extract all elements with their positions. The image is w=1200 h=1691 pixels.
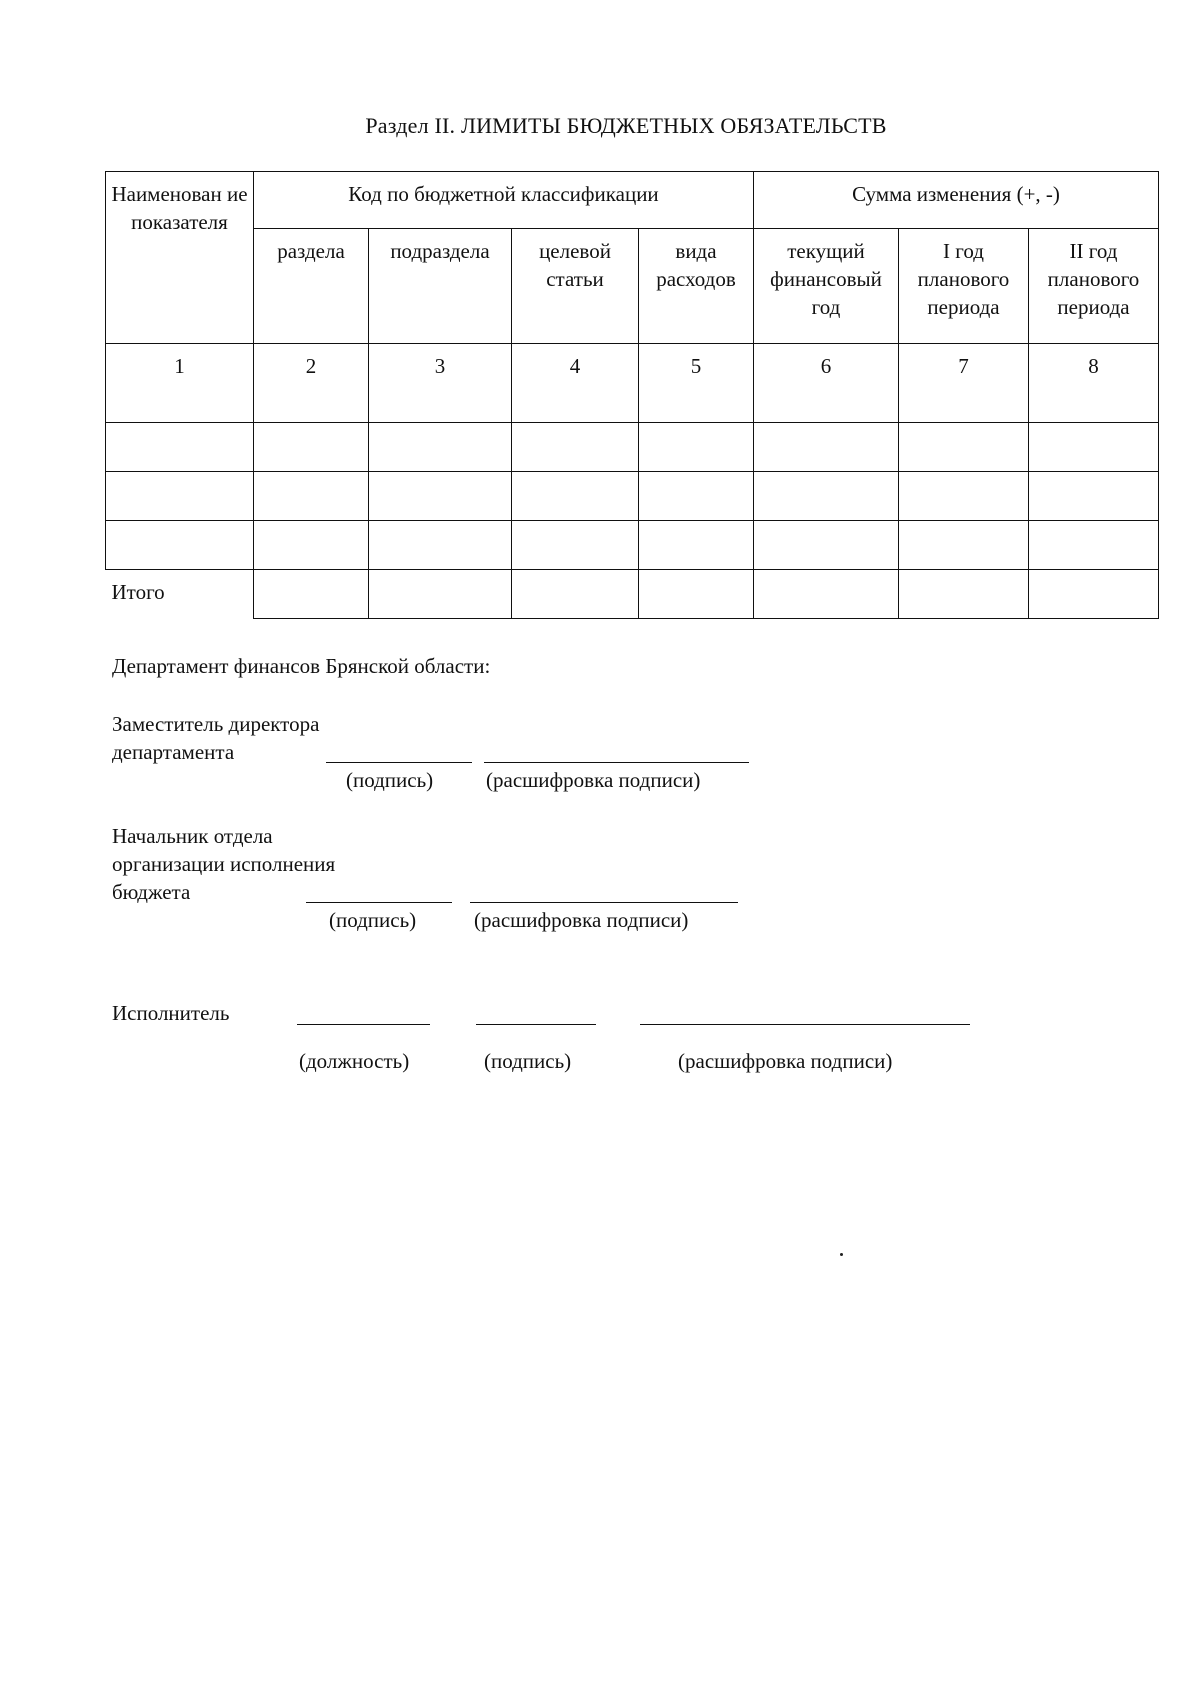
budget-limits-table <box>105 171 1159 619</box>
head-signature-line[interactable] <box>306 902 452 903</box>
table-cell[interactable] <box>899 521 1029 570</box>
deputy-title-line1: Заместитель директора <box>112 712 320 736</box>
header-subsection: подраздела <box>369 229 512 344</box>
table-row <box>106 472 1159 521</box>
table-cell[interactable] <box>369 423 512 472</box>
section-title: Раздел II. ЛИМИТЫ БЮДЖЕТНЫХ ОБЯЗАТЕЛЬСТВ <box>365 113 887 138</box>
table-cell[interactable] <box>1029 423 1159 472</box>
table-cell[interactable] <box>899 472 1029 521</box>
table-cell[interactable] <box>254 472 369 521</box>
table-cell[interactable] <box>639 521 754 570</box>
table-cell[interactable] <box>369 521 512 570</box>
header-budget-code-group: Код по бюджетной классификации <box>254 172 754 229</box>
column-number: 8 <box>1029 344 1159 423</box>
table-cell[interactable] <box>254 423 369 472</box>
head-title-line1: Начальник отдела <box>112 824 273 848</box>
header-plan-year-2: II год планового периода <box>1029 229 1159 344</box>
table-cell[interactable] <box>512 521 639 570</box>
table-cell[interactable] <box>1029 521 1159 570</box>
head-decode-caption: (расшифровка подписи) <box>474 908 689 932</box>
column-number: 6 <box>754 344 899 423</box>
table-cell[interactable] <box>754 521 899 570</box>
table-cell[interactable] <box>254 521 369 570</box>
header-section: раздела <box>254 229 369 344</box>
total-cell[interactable] <box>1029 570 1159 619</box>
deputy-signature-caption: (подпись) <box>346 768 434 792</box>
table-cell[interactable] <box>512 423 639 472</box>
department-heading: Департамент финансов Брянской области: <box>112 654 491 678</box>
table-cell[interactable] <box>899 423 1029 472</box>
column-number: 3 <box>369 344 512 423</box>
total-row <box>106 570 1159 619</box>
total-cell[interactable] <box>512 570 639 619</box>
total-label: Итого <box>111 580 165 604</box>
executor-signature-caption: (подпись) <box>484 1049 572 1073</box>
table-cell[interactable] <box>512 472 639 521</box>
total-cell[interactable] <box>754 570 899 619</box>
header-indicator-name <box>106 172 254 344</box>
column-number: 1 <box>106 344 254 423</box>
table-row <box>106 521 1159 570</box>
header-expense-type: вида расходов <box>639 229 754 344</box>
table-cell[interactable] <box>369 472 512 521</box>
column-number: 4 <box>512 344 639 423</box>
table-cell[interactable] <box>1029 472 1159 521</box>
table-cell[interactable] <box>754 423 899 472</box>
header-current-year: текущий финансовый год <box>754 229 899 344</box>
column-number: 2 <box>254 344 369 423</box>
scan-speck <box>840 1253 843 1256</box>
head-decode-line[interactable] <box>470 902 738 903</box>
header-plan-year-1: I год планового периода <box>899 229 1029 344</box>
executor-label: Исполнитель <box>112 1001 230 1025</box>
deputy-decode-line[interactable] <box>484 762 749 763</box>
executor-decode-caption: (расшифровка подписи) <box>678 1049 893 1073</box>
table-cell[interactable] <box>639 423 754 472</box>
deputy-decode-caption: (расшифровка подписи) <box>486 768 701 792</box>
header-target-article: целевой статьи <box>512 229 639 344</box>
total-cell[interactable] <box>254 570 369 619</box>
head-title-line2: организации исполнения <box>112 852 336 876</box>
executor-position-line[interactable] <box>297 1024 430 1025</box>
column-numbers-row <box>106 344 1159 423</box>
total-cell[interactable] <box>639 570 754 619</box>
head-signature-caption: (подпись) <box>329 908 417 932</box>
executor-decode-line[interactable] <box>640 1024 970 1025</box>
header-indicator-name-text: Наименован ие показателя <box>111 182 248 234</box>
total-cell[interactable] <box>369 570 512 619</box>
executor-signature-line[interactable] <box>476 1024 596 1025</box>
head-title-line3: бюджета <box>112 880 191 904</box>
header-change-sum-group: Сумма изменения (+, -) <box>754 172 1159 229</box>
column-number: 5 <box>639 344 754 423</box>
table-cell[interactable] <box>106 521 254 570</box>
deputy-title-line2: департамента <box>112 740 235 764</box>
total-cell[interactable] <box>899 570 1029 619</box>
column-number: 7 <box>899 344 1029 423</box>
executor-position-caption: (должность) <box>299 1049 410 1073</box>
table-cell[interactable] <box>754 472 899 521</box>
table-row <box>106 423 1159 472</box>
table-cell[interactable] <box>639 472 754 521</box>
deputy-signature-line[interactable] <box>326 762 472 763</box>
table-cell[interactable] <box>106 423 254 472</box>
table-cell[interactable] <box>106 472 254 521</box>
